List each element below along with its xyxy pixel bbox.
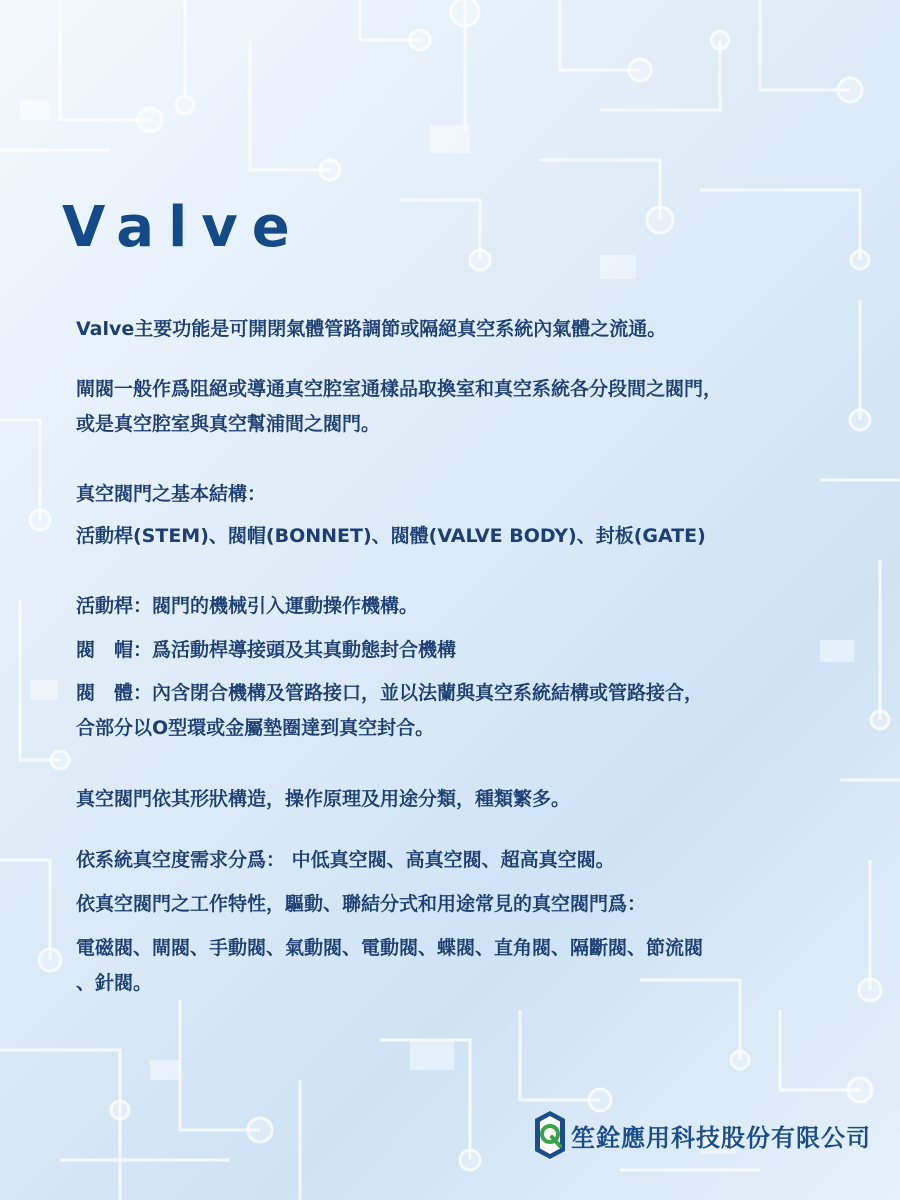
company-name: 笙銓應用科技股份有限公司 [571,1123,871,1152]
gate-valve-description: 閘閥一般作爲阻絕或導通真空腔室通樣品取換室和真空系統各分段間之閥門， [76,378,723,400]
bonnet-description: 閥 帽：爲活動桿導接頭及其真動態封合機構 [76,639,457,661]
structure-heading: 真空閥門之基本結構： [76,483,267,505]
stem-description: 活動桿：閥門的機械引入運動操作機構。 [76,595,419,617]
valve-body-description-cont: 合部分以O型環或金屬墊圈達到真空封合。 [76,717,435,739]
valve-types-list-cont: 、針閥。 [76,972,153,994]
valve-body-description: 閥 體：內含閉合機構及管路接口，並以法蘭與真空系統結構或管路接合， [76,682,704,704]
intro-paragraph: Valve主要功能是可開閉氣體管路調節或隔絕真空系統內氣體之流通。 [76,318,667,340]
classification-paragraph: 真空閥門依其形狀構造，操作原理及用途分類，種類繁多。 [76,788,571,810]
valve-types-list: 電磁閥、閘閥、手動閥、氣動閥、電動閥、蝶閥、直角閥、隔斷閥、節流閥 [76,937,704,959]
vacuum-level-classification: 依系統真空度需求分爲： 中低真空閥、高真空閥、超高真空閥。 [76,849,615,871]
gate-valve-description-cont: 或是真空腔室與真空幫浦間之閥門。 [76,413,381,435]
company-logo [533,1108,871,1162]
structure-components: 活動桿(STEM)、閥帽(BONNET)、閥體(VALVE BODY)、封板(GATE) [76,525,706,547]
page-title: Valve [62,195,304,260]
company-q-logo-icon [533,1110,567,1160]
working-characteristics: 依真空閥門之工作特性，驅動、聯結分式和用途常見的真空閥門爲： [76,893,647,915]
